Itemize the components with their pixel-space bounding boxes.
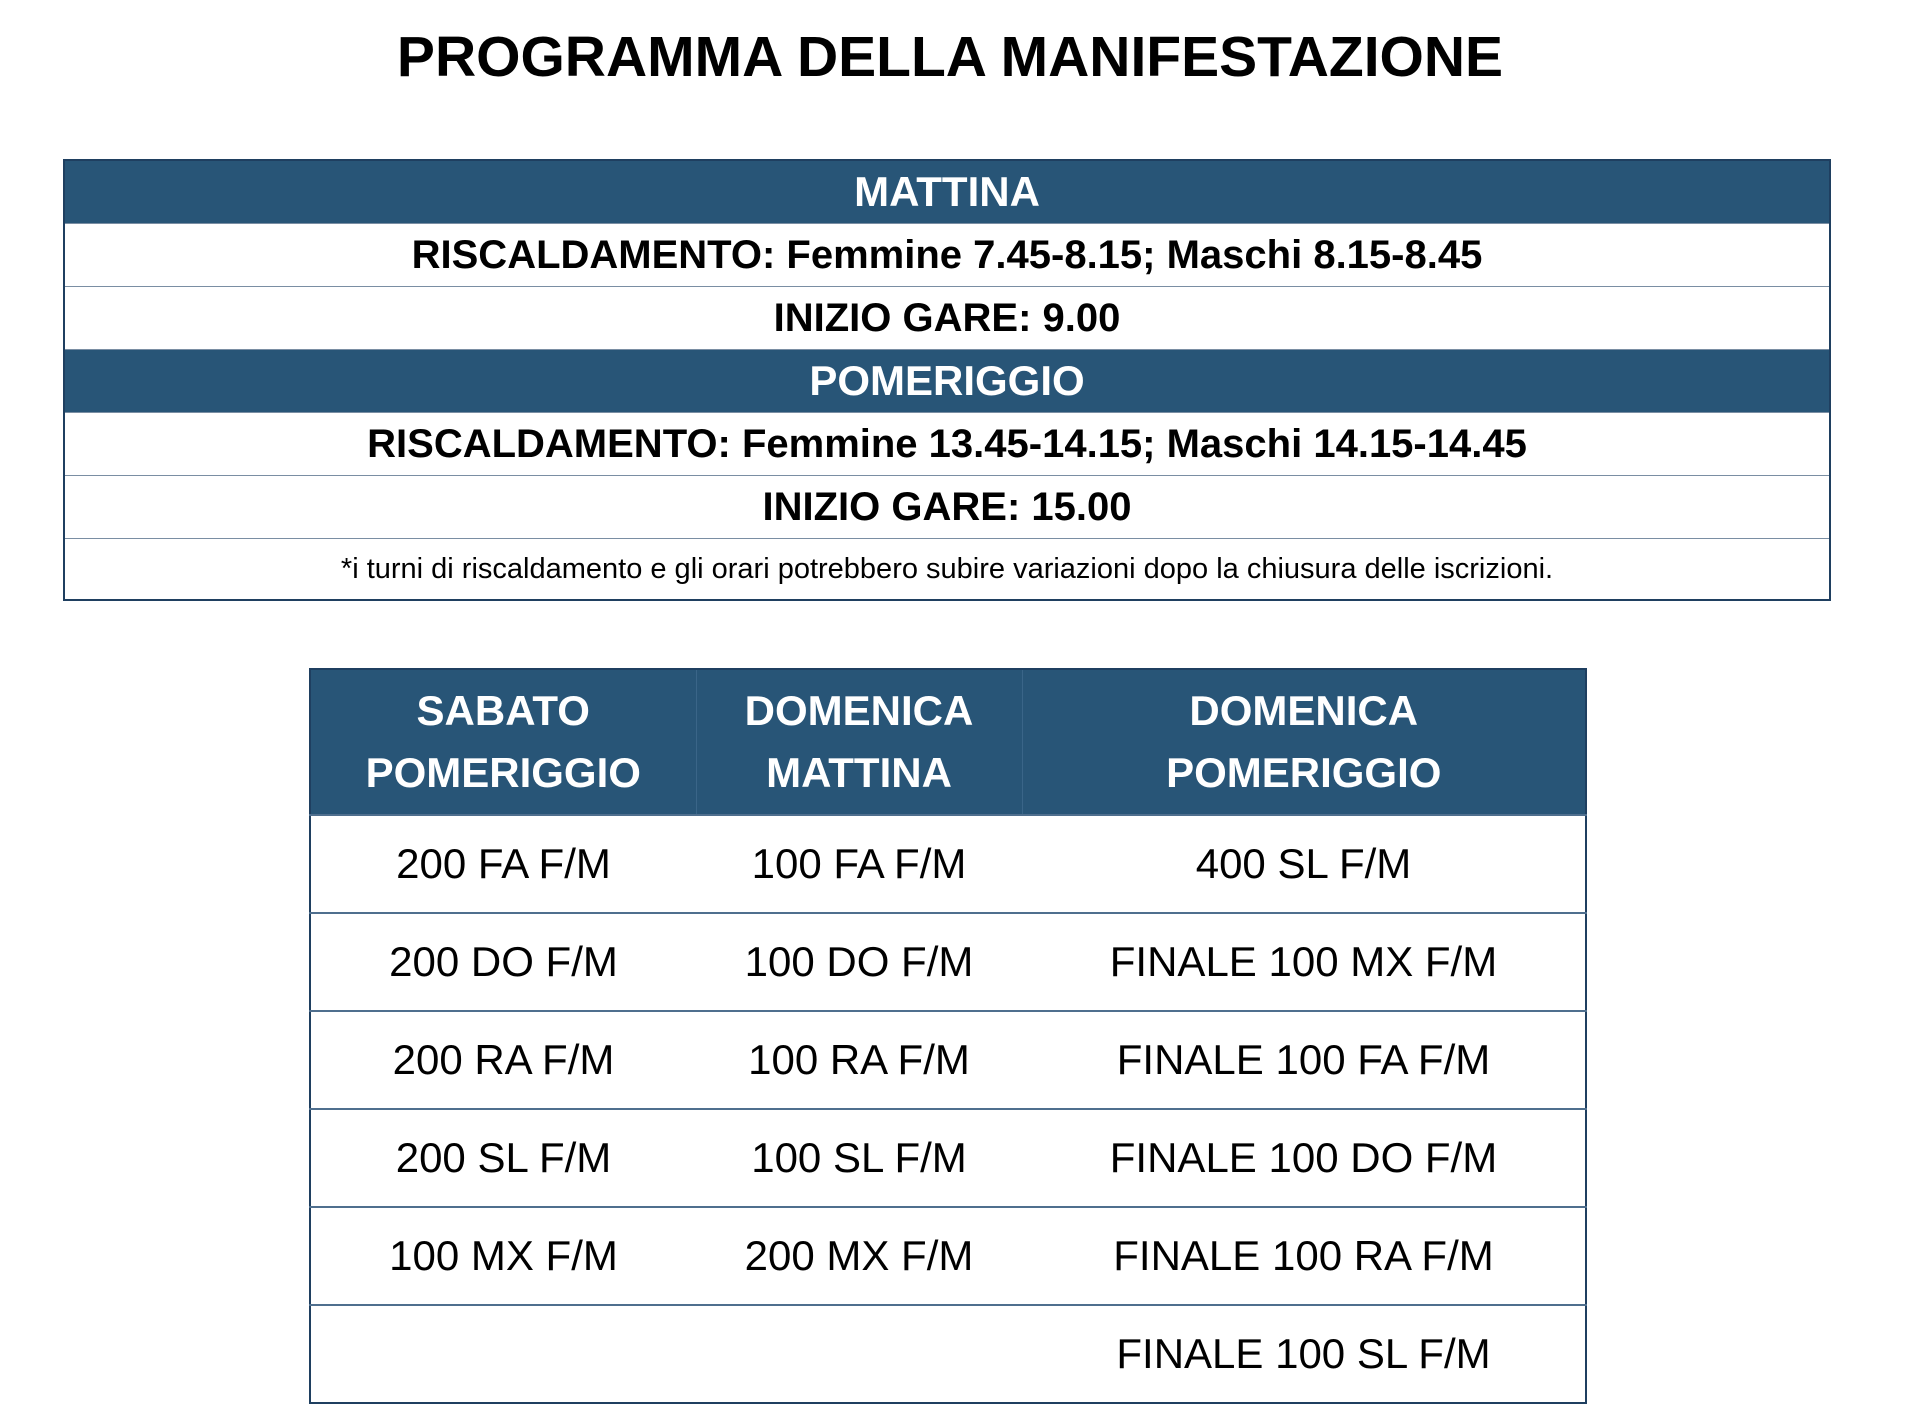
- events-table: [309, 668, 1587, 1404]
- column-header-sunday-afternoon: [1022, 669, 1586, 815]
- schedule-row: [64, 160, 1830, 224]
- table-cell: 200 RA F/M: [310, 1011, 696, 1109]
- schedule-row: [64, 287, 1830, 350]
- table-row: [310, 1011, 1586, 1109]
- table-row: [310, 815, 1586, 913]
- table-cell: FINALE 100 FA F/M: [1022, 1011, 1586, 1109]
- morning-warmup: RISCALDAMENTO: Femmine 7.45-8.15; Maschi 8.15-8.45: [64, 224, 1830, 287]
- table-row: [310, 1207, 1586, 1305]
- table-cell: 100 SL F/M: [696, 1109, 1022, 1207]
- schedule-note: *i turni di riscaldamento e gli orari potrebbero subire variazioni dopo la chiusura delle iscrizioni.: [64, 539, 1830, 601]
- schedule-table: [63, 159, 1831, 601]
- column-header-line: POMERIGGIO: [365, 749, 641, 796]
- morning-heading: MATTINA: [64, 160, 1830, 224]
- column-header-line: DOMENICA: [744, 687, 974, 734]
- table-cell: FINALE 100 SL F/M: [1022, 1305, 1586, 1403]
- afternoon-warmup: RISCALDAMENTO: Femmine 13.45-14.15; Maschi 14.15-14.45: [64, 413, 1830, 476]
- column-header-line: MATTINA: [766, 749, 952, 796]
- column-header-sunday-morning: [696, 669, 1022, 815]
- table-cell: 100 RA F/M: [696, 1011, 1022, 1109]
- schedule-row: [64, 350, 1830, 413]
- table-cell: 100 MX F/M: [310, 1207, 696, 1305]
- morning-start: INIZIO GARE: 9.00: [64, 287, 1830, 350]
- table-row: [310, 1109, 1586, 1207]
- afternoon-start: INIZIO GARE: 15.00: [64, 476, 1830, 539]
- table-cell: 100 DO F/M: [696, 913, 1022, 1011]
- table-row: [310, 1305, 1586, 1403]
- column-header-line: POMERIGGIO: [1166, 749, 1442, 796]
- table-cell: FINALE 100 RA F/M: [1022, 1207, 1586, 1305]
- table-cell: [310, 1305, 696, 1403]
- afternoon-heading: POMERIGGIO: [64, 350, 1830, 413]
- schedule-row: [64, 476, 1830, 539]
- page-title: PROGRAMMA DELLA MANIFESTAZIONE: [396, 25, 1504, 89]
- column-header-line: SABATO: [416, 687, 590, 734]
- table-cell: FINALE 100 DO F/M: [1022, 1109, 1586, 1207]
- table-cell: 400 SL F/M: [1022, 815, 1586, 913]
- table-row: [310, 913, 1586, 1011]
- table-cell: 100 FA F/M: [696, 815, 1022, 913]
- events-header-row: [310, 669, 1586, 815]
- table-cell: 200 DO F/M: [310, 913, 696, 1011]
- schedule-row: [64, 413, 1830, 476]
- table-cell: [696, 1305, 1022, 1403]
- table-cell: 200 FA F/M: [310, 815, 696, 913]
- column-header-line: DOMENICA: [1189, 687, 1419, 734]
- schedule-row: [64, 224, 1830, 287]
- table-cell: 200 SL F/M: [310, 1109, 696, 1207]
- table-cell: FINALE 100 MX F/M: [1022, 913, 1586, 1011]
- schedule-row: [64, 539, 1830, 601]
- column-header-saturday-afternoon: [310, 669, 696, 815]
- table-cell: 200 MX F/M: [696, 1207, 1022, 1305]
